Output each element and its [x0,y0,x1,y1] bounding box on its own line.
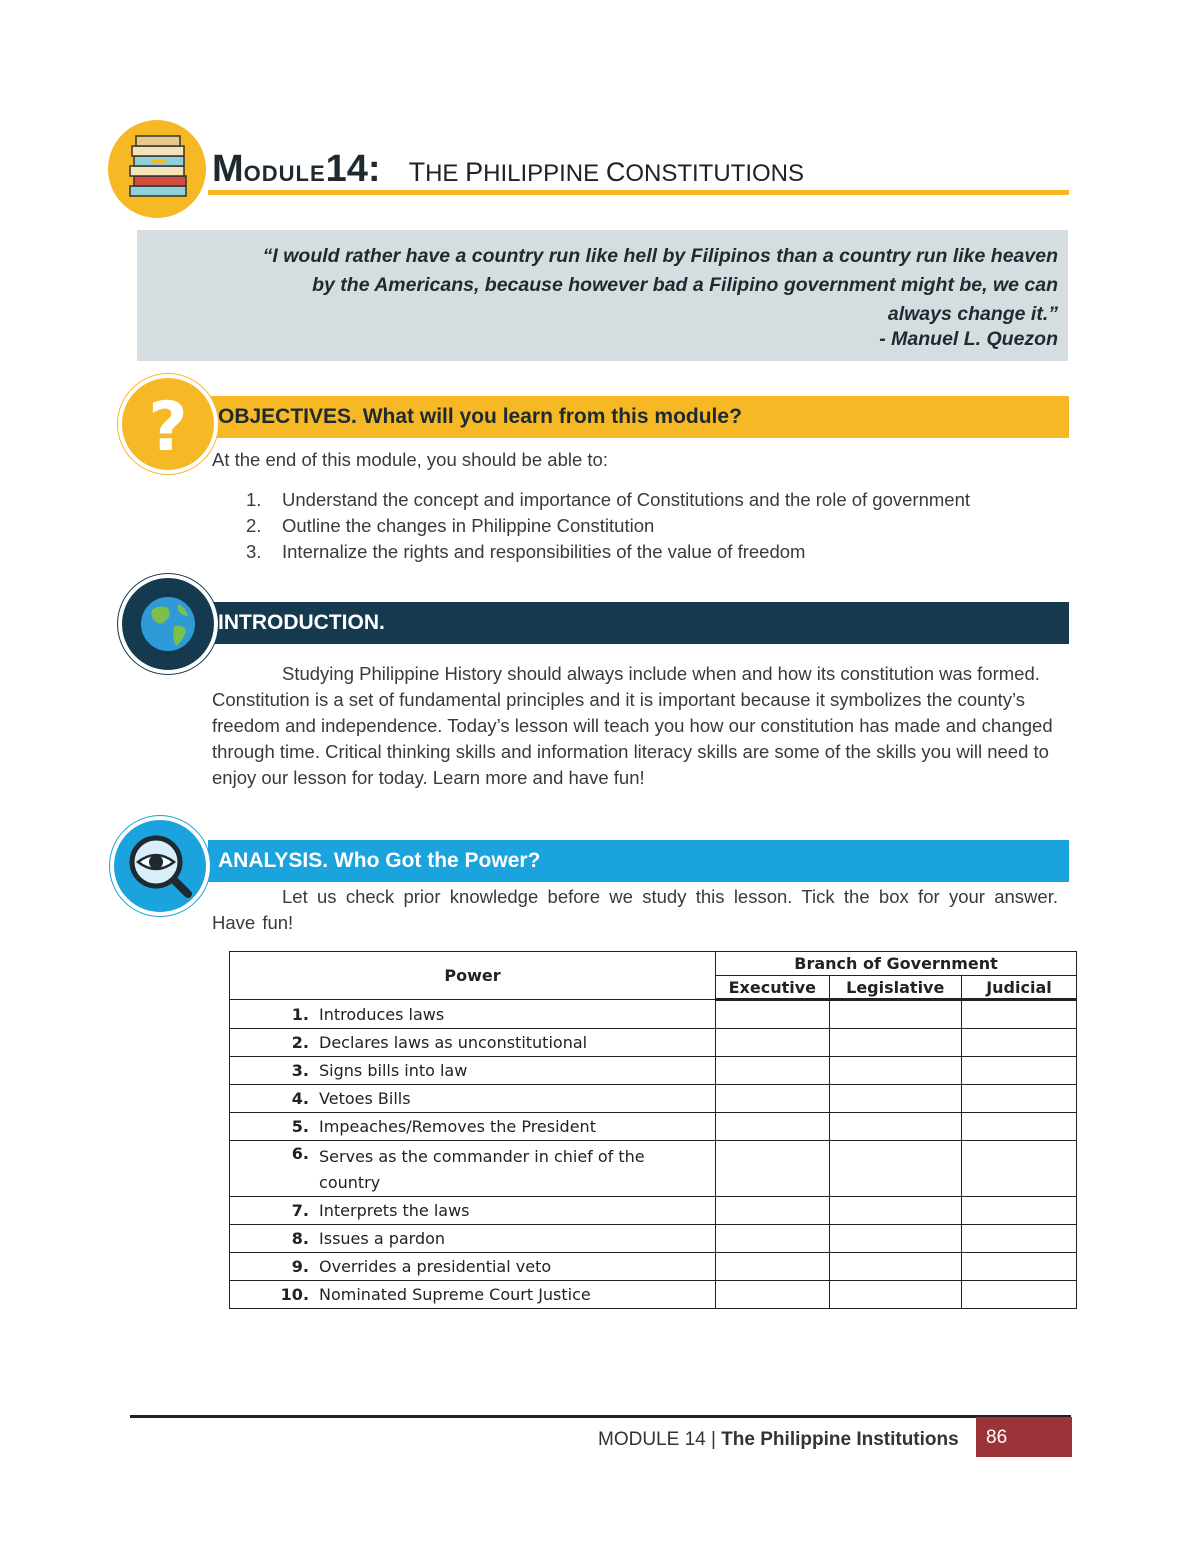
list-item: 2. Outline the changes in Philippine Constitution [246,515,655,536]
table-row: 7. Interprets the laws [230,1197,1077,1225]
svg-text:?: ? [148,388,188,467]
analysis-heading: ANALYSIS. Who Got the Power? [218,849,541,872]
table-row: 9. Overrides a presidential veto [230,1253,1077,1281]
footer-label: MODULE 14 | The Philippine Institutions [598,1429,959,1450]
list-item: 3. Internalize the rights and responsibilities of the value of freedom [246,541,806,562]
quote-text: “I would rather have a country run like hell by Filipinos than a country run like heaven by the Americans, because however bad a Filipino government might be, we can always change it.” [262,245,1058,325]
tick-box[interactable] [961,1281,1076,1309]
table-row: 4. Vetoes Bills [230,1085,1077,1113]
tick-box[interactable] [829,1225,961,1253]
tick-box[interactable] [829,1281,961,1309]
table-row: 3. Signs bills into law [230,1057,1077,1085]
tick-box[interactable] [829,1057,961,1085]
table-row: 8. Issues a pardon [230,1225,1077,1253]
analysis-paragraph: Let us check prior knowledge before we study this lesson. Tick the box for your answer. Have fun! [212,886,1058,933]
table-row: 2. Declares laws as unconstitutional [230,1029,1077,1057]
tick-box[interactable] [961,1113,1076,1141]
title-underline [208,190,1069,195]
branch-header: Branch of Government [716,952,1077,976]
judicial-header: Judicial [961,976,1076,1000]
page-number-badge [976,1417,1072,1457]
magnifier-eye-icon [110,816,210,916]
power-table [229,951,1077,1309]
tick-box[interactable] [829,1197,961,1225]
table-row: 6. Serves as the commander in chief of the country [230,1141,1077,1197]
globe-icon [118,574,218,674]
tick-box[interactable] [961,1141,1076,1197]
objectives-bar [208,396,1069,438]
tick-box[interactable] [716,1141,830,1197]
tick-box[interactable] [829,1029,961,1057]
books-icon [108,120,206,218]
table-row: 10. Nominated Supreme Court Justice [230,1281,1077,1309]
introduction-paragraph: Studying Philippine History should always include when and how its constitution was formed. Constitution is a set of fundamental principles and it is important because it symbolizes the county’s freedom and independence. Today’s lesson will teach you how our constitution has made and changed through time. Critical thinking skills and information literacy skills are some of the skills you will need to enjoy our lesson for today. Learn more and have fun! [212,663,1053,788]
tick-box[interactable] [716,1197,830,1225]
objectives-list [246,487,1006,565]
tick-box[interactable] [716,1000,830,1029]
tick-box[interactable] [961,1057,1076,1085]
module-title: MODULE14: THE PHILIPPINE CONSTITUTIONS [212,148,804,190]
tick-box[interactable] [829,1253,961,1281]
tick-box[interactable] [716,1253,830,1281]
tick-box[interactable] [961,1029,1076,1057]
tick-box[interactable] [829,1085,961,1113]
footer-rule [130,1415,1071,1418]
tick-box[interactable] [716,1085,830,1113]
introduction-bar [208,602,1069,644]
question-mark-icon [118,374,218,474]
tick-box[interactable] [961,1225,1076,1253]
tick-box[interactable] [961,1197,1076,1225]
executive-header: Executive [716,976,830,1000]
tick-box[interactable] [716,1029,830,1057]
tick-box[interactable] [716,1113,830,1141]
quote-box [137,230,1068,361]
tick-box[interactable] [961,1085,1076,1113]
tick-box[interactable] [716,1057,830,1085]
tick-box[interactable] [961,1000,1076,1029]
table-row: 1. Introduces laws [230,1000,1077,1029]
tick-box[interactable] [716,1225,830,1253]
tick-box[interactable] [961,1253,1076,1281]
objectives-intro: At the end of this module, you should be able to: [212,449,608,470]
quote-author: - Manuel L. Quezon [879,328,1058,350]
objectives-heading: OBJECTIVES. What will you learn from this module? [218,405,742,428]
introduction-heading: INTRODUCTION. [218,611,385,634]
legislative-header: Legislative [829,976,961,1000]
table-row: 5. Impeaches/Removes the President [230,1113,1077,1141]
tick-box[interactable] [829,1141,961,1197]
tick-box[interactable] [829,1000,961,1029]
power-header: Power [230,952,716,1000]
page-number: 86 [986,1427,1008,1448]
analysis-bar [208,840,1069,882]
tick-box[interactable] [716,1281,830,1309]
tick-box[interactable] [829,1113,961,1141]
list-item: 1. Understand the concept and importance of Constitutions and the role of government [246,489,971,510]
